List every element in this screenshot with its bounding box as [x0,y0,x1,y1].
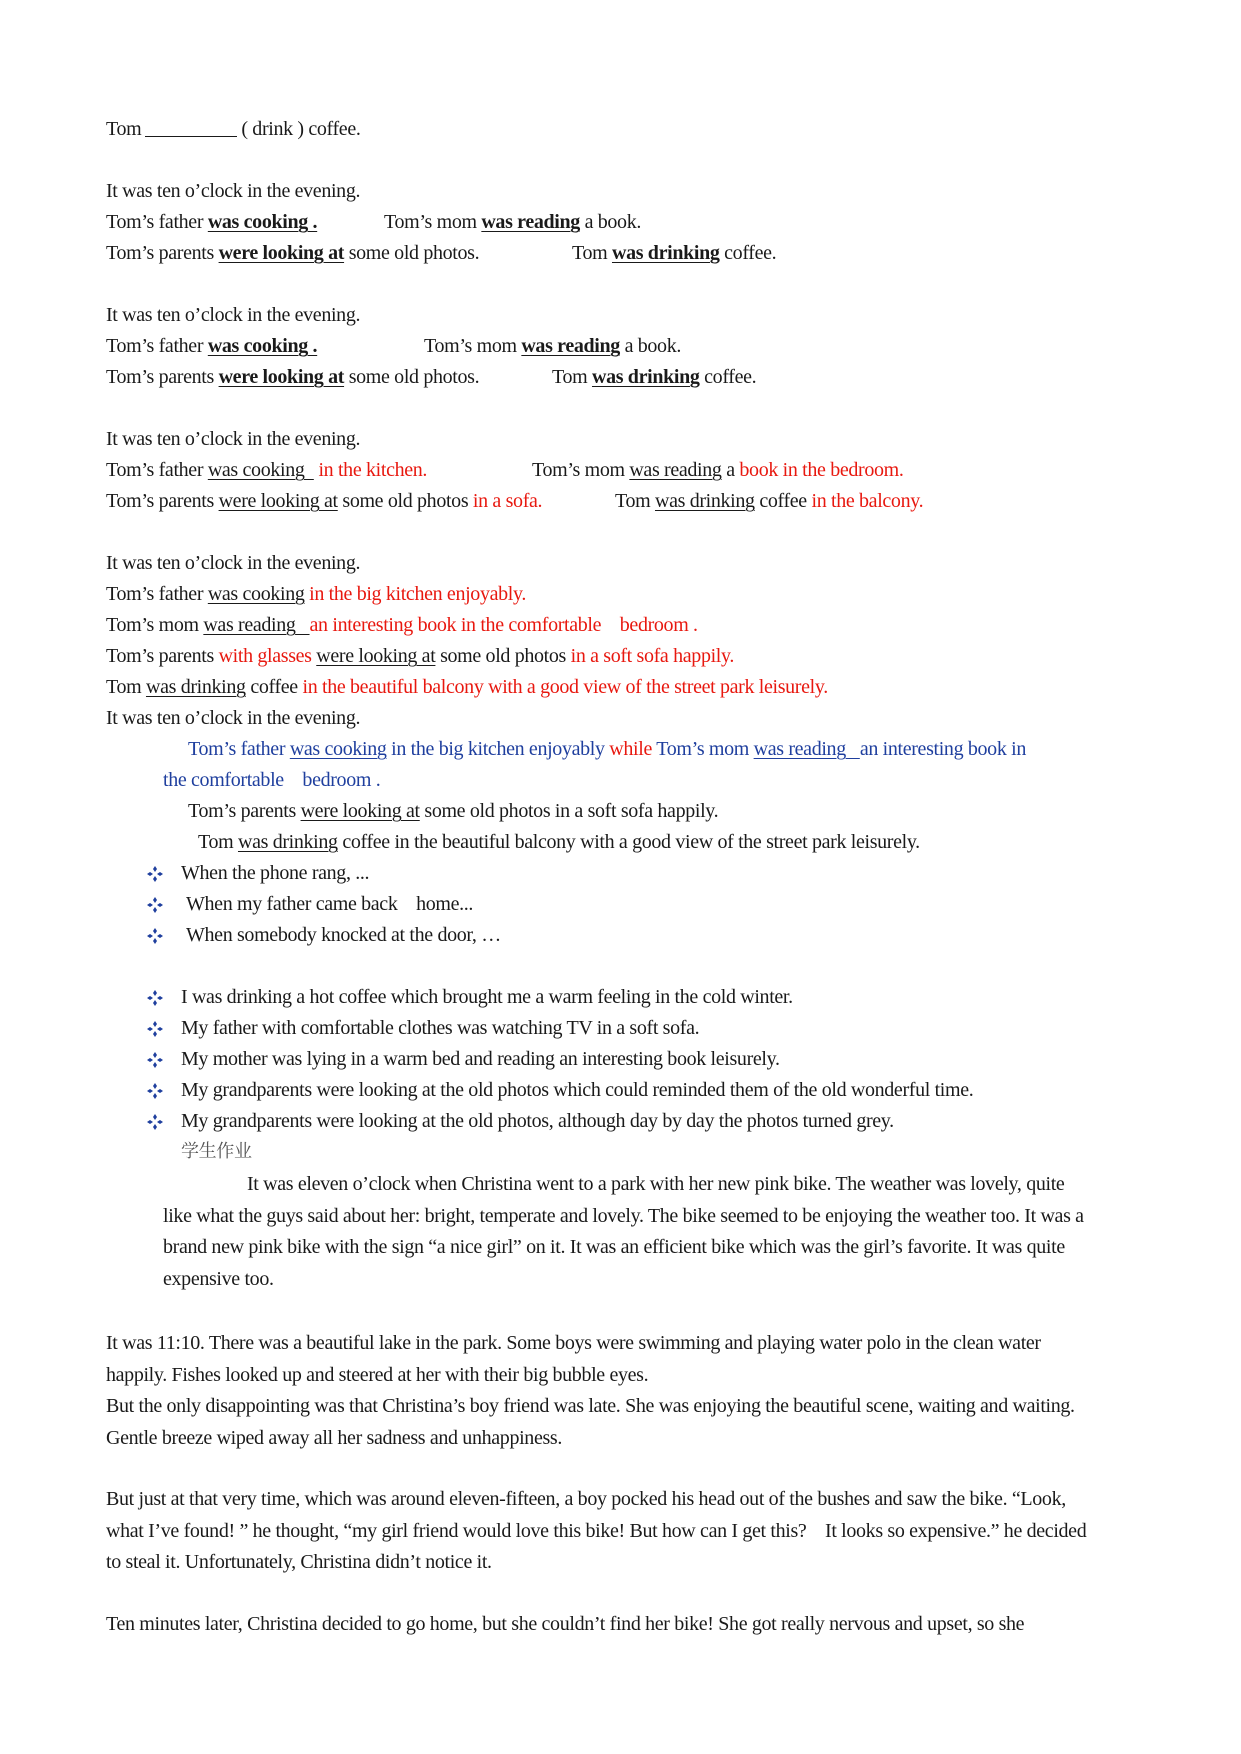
underline-space [846,738,860,760]
b5-mom-continuation [163,765,380,795]
b2-mom-line [424,331,681,361]
subject: Tom [106,676,142,698]
b5-time: It was ten o’clock in the evening. [106,707,361,729]
subject: Tom’s father [106,335,204,357]
b1-father-line [106,207,317,237]
subject: Tom [198,831,234,853]
b3-father-line [106,455,427,485]
object: coffee. [704,366,757,388]
verb-phrase: was drinking [591,366,700,388]
subject: Tom’s mom [656,738,749,760]
prompt-item: When somebody knocked at the door, … [186,924,501,946]
subject: Tom’s parents [106,366,214,388]
conjunction: while [609,738,652,760]
verb-phrase: was reading [521,335,620,357]
example-sentence: My grandparents were looking at the old photos, although day by day the photos turned grey. [181,1110,894,1132]
verb-phrase: was drinking [654,490,755,512]
b1-time: It was ten o’clock in the evening. [106,180,361,202]
b2-tom-line [552,362,756,392]
verb-phrase: were looking at [218,366,345,388]
b4-time: It was ten o’clock in the evening. [106,552,361,574]
object: some old photos. [348,366,480,388]
added-detail: in a soft sofa happily. [570,645,735,667]
object: coffee. [724,242,777,264]
exercise-subject: Tom [106,118,142,140]
b1-parents-line [106,238,479,268]
subject: Tom [552,366,588,388]
homework-label: 学生作业 [181,1141,252,1162]
subject: Tom [572,242,608,264]
added-detail: with glasses [218,645,312,667]
verb-phrase: was reading [753,738,846,760]
b4-mom-line [106,610,698,640]
subject: Tom’s mom [424,335,517,357]
diamond-bullet-icon [147,1075,163,1105]
added-place: book in the bedroom. [739,459,904,481]
verb-phrase: were looking at [300,800,420,822]
diamond-bullet-icon [147,889,163,919]
b2-parents-line [106,362,479,392]
verb-phrase: was reading [481,211,580,233]
example-sentence: I was drinking a hot coffee which brought me a warm feeling in the cold winter. [181,986,793,1008]
story-paragraph-2: It was 11:10. There was a beautiful lake in the park. Some boys were swimming and playing water polo in the clean water happily. Fishes looked up and steered at her with their big bubble eyes. [106,1332,1041,1386]
b4-parents-line [106,641,734,671]
object: a book. [584,211,642,233]
subject: Tom [615,490,651,512]
verb-phrase: were looking at [316,645,436,667]
b3-time: It was ten o’clock in the evening. [106,428,361,450]
added-detail: in the big kitchen enjoyably. [309,583,526,605]
verb-phrase: were looking at [218,490,338,512]
example-sentence: My father with comfortable clothes was watching TV in a soft sofa. [181,1017,700,1039]
verb-phrase: was reading [629,459,722,481]
diamond-bullet-icon [147,858,163,888]
verb-phrase: was cooking [207,583,305,605]
diamond-bullet-icon [147,920,163,950]
prompt-item: When my father came back home... [186,893,474,915]
diamond-bullet-icon [147,1044,163,1074]
story-paragraph-5: Ten minutes later, Christina decided to go home, but she couldn’t find her bike! She got really nervous and upset, so she [106,1613,1025,1635]
prompt-item: When the phone rang, ... [181,862,370,884]
b5-tom-line [198,827,920,857]
object: a book. [624,335,682,357]
story-paragraph-4: But just at that very time, which was around eleven-fifteen, a boy pocked his head out of the bushes and saw the bike. “Look, what I’ve found! ” he thought, “my girl friend would love this bike! But how can I get this? It looks so expensive.” he decided to steal it. Unfortunately, Christina didn’t notice it. [106,1488,1092,1573]
underline-space [296,614,310,636]
verb-phrase: was reading [203,614,296,636]
b4-tom-line [106,672,828,702]
b2-father-line [106,331,317,361]
subject: Tom’s parents [106,490,214,512]
story-paragraph-3: But the only disappointing was that Christina’s boy friend was late. She was enjoying the beautiful scene, waiting and waiting. Gentle breeze wiped away all her sadness and unhappiness. [106,1395,1075,1449]
b4-father-line [106,579,526,609]
verb-phrase: was drinking [611,242,720,264]
object: coffee [759,490,807,512]
added-place: in the balcony. [811,490,924,512]
example-sentence: My grandparents were looking at the old photos which could reminded them of the old wonderful time. [181,1079,974,1101]
story-paragraph-1: It was eleven o’clock when Christina went to a park with her new pink bike. The weather was lovely, quite like what the guys said about her: bright, temperate and lovely. The bike seemed to be enjoying the weather too. It was a brand new pink bike with the sign “a nice girl” on it. It was an efficient bike which was the girl’s favorite. It was quite expensive too. [163,1173,1084,1290]
object: some old photos. [348,242,480,264]
b5-father-mom-line [188,734,1026,764]
added-detail: in the beautiful balcony with a good view of the street park leisurely. [302,676,828,698]
underline-space [305,459,314,481]
subject: Tom’s father [106,583,204,605]
added-detail: bedroom . [619,614,698,636]
subject: Tom’s mom [106,614,199,636]
verb-hint: ( drink ) coffee. [241,118,361,140]
added-detail: an interesting book in the comfortable [309,614,602,636]
detail: an interesting book in [859,738,1026,760]
added-place: in the kitchen. [318,459,428,481]
b1-tom-line [572,238,776,268]
verb-phrase: was cooking [289,738,387,760]
period: . [307,211,318,233]
subject: Tom’s parents [188,800,296,822]
verb-phrase: was cooking [207,459,305,481]
detail: some old photos in a soft sofa happily. [424,800,719,822]
subject: Tom’s parents [106,645,214,667]
detail: in the big kitchen enjoyably [391,738,605,760]
b2-time: It was ten o’clock in the evening. [106,304,361,326]
detail: bedroom . [302,769,381,791]
object: some old photos [342,490,469,512]
detail: the comfortable [163,769,284,791]
subject: Tom’s father [106,211,204,233]
verb-phrase: was cooking [207,335,308,357]
added-place: in a sofa. [472,490,543,512]
example-sentence: My mother was lying in a warm bed and reading an interesting book leisurely. [181,1048,780,1070]
b3-tom-line [615,486,923,516]
diamond-bullet-icon [147,1013,163,1043]
verb-phrase: was drinking [237,831,338,853]
object: some old photos [440,645,566,667]
diamond-bullet-icon [147,982,163,1012]
object: coffee [250,676,298,698]
b3-parents-line [106,486,542,516]
period: . [307,335,318,357]
b3-mom-line: Tom’s mom was reading a book in the bedroom. [532,459,904,481]
diamond-bullet-icon [147,1106,163,1136]
detail: coffee in the beautiful balcony with a good view of the street park leisurely. [342,831,920,853]
subject: Tom’s mom [532,459,625,481]
verb-phrase: was drinking [145,676,246,698]
b1-mom-line [384,207,641,237]
b5-parents-line [188,796,718,826]
subject: Tom’s father [188,738,286,760]
subject: Tom’s parents [106,242,214,264]
subject: Tom’s father [106,459,204,481]
answer-blank[interactable] [145,118,237,137]
verb-phrase: were looking at [218,242,345,264]
verb-phrase: was cooking [207,211,308,233]
exercise-line [106,114,361,144]
subject: Tom’s mom [384,211,477,233]
